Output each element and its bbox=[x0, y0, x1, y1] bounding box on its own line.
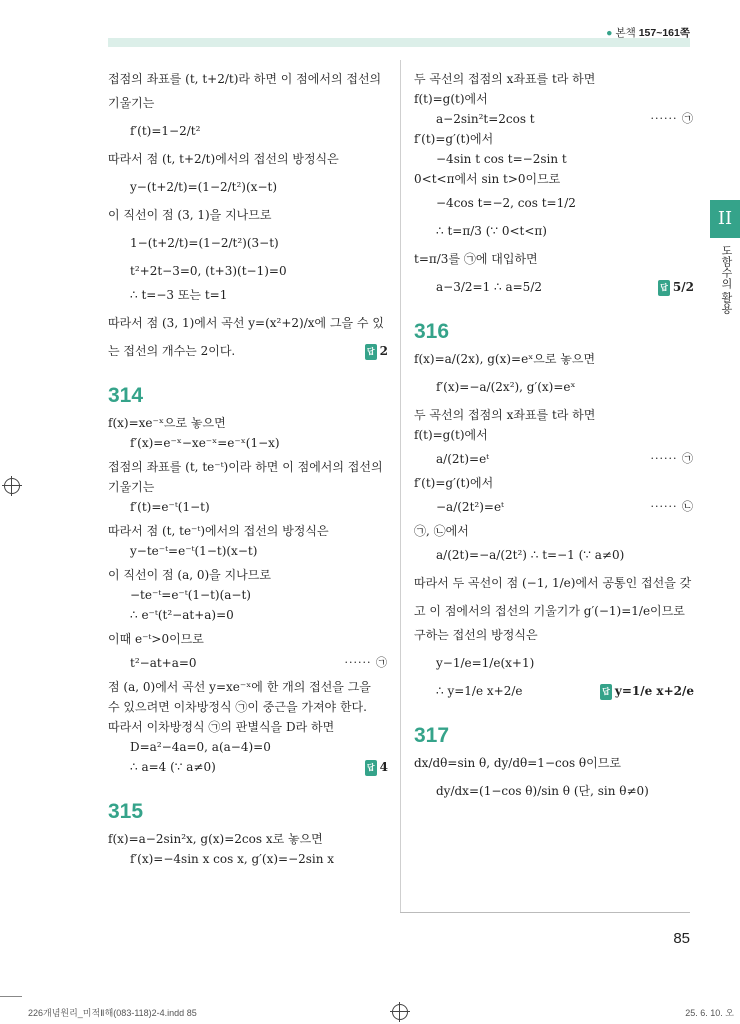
equation-line bbox=[108, 656, 388, 670]
footer-file: 226개념원리_미적Ⅱ해(083-118)2-4.indd 85 bbox=[28, 1008, 197, 1018]
answer-line bbox=[108, 344, 388, 358]
answer-tag: 답 bbox=[365, 344, 377, 360]
solution-line: f′(t)=g′(t)에서 bbox=[414, 476, 494, 490]
answer-badge bbox=[365, 760, 388, 776]
answer-badge bbox=[658, 280, 694, 296]
equation-marker: ······ ㉠ bbox=[344, 656, 388, 669]
answer-badge bbox=[600, 684, 694, 700]
solution-text: t²−at+a=0 bbox=[130, 656, 197, 670]
solution-line: f′(t)=e⁻ᵗ(1−t) bbox=[130, 500, 210, 514]
solution-line: y−te⁻ᵗ=e⁻ᵗ(1−t)(x−t) bbox=[130, 544, 258, 558]
chapter-label: 도함수의 활용 bbox=[720, 245, 732, 315]
answer-value: 5/2 bbox=[672, 280, 694, 294]
problem-number: 315 bbox=[108, 800, 144, 823]
answer-line bbox=[414, 684, 694, 698]
solution-line: D=a²−4a=0, a(a−4)=0 bbox=[130, 740, 271, 754]
column-divider bbox=[400, 60, 401, 912]
solution-line: f′(x)=−a/(2x²), g′(x)=eˣ bbox=[436, 380, 576, 394]
page-reference bbox=[606, 25, 690, 40]
solution-line: t²+2t−3=0, (t+3)(t−1)=0 bbox=[130, 264, 287, 278]
answer-tag: 답 bbox=[658, 280, 670, 296]
bottom-rule bbox=[400, 912, 690, 913]
registration-mark-icon bbox=[392, 1004, 408, 1020]
solution-line: 1−(t+2/t)=(1−2/t²)(3−t) bbox=[130, 236, 279, 250]
solution-line: ∴ t=−3 또는 t=1 bbox=[130, 288, 228, 302]
solution-line: y−(t+2/t)=(1−2/t²)(x−t) bbox=[130, 180, 277, 194]
solution-text: a−2sin²t=2cos t bbox=[436, 112, 535, 126]
solution-line: f(x)=xe⁻ˣ으로 놓으면 bbox=[108, 416, 226, 430]
equation-marker: ······ ㉠ bbox=[650, 112, 694, 125]
solution-line: f(t)=g(t)에서 bbox=[414, 428, 488, 442]
solution-line: a/(2t)=−a/(2t²) ∴ t=−1 (∵ a≠0) bbox=[436, 548, 625, 562]
answer-tag: 답 bbox=[600, 684, 612, 700]
solution-line: ∴ e⁻ᵗ(t²−at+a)=0 bbox=[130, 608, 234, 622]
solution-text: a/(2t)=eᵗ bbox=[436, 452, 490, 466]
solution-line: y−1/e=1/e(x+1) bbox=[436, 656, 535, 670]
chapter-tab: II bbox=[710, 200, 740, 238]
page-number: 85 bbox=[673, 930, 690, 947]
registration-mark-icon bbox=[4, 478, 20, 494]
crop-line bbox=[0, 996, 22, 997]
right-column bbox=[414, 72, 694, 798]
solution-line: f′(x)=e⁻ˣ−xe⁻ˣ=e⁻ˣ(1−x) bbox=[130, 436, 280, 450]
answer-badge bbox=[365, 344, 388, 360]
solution-line: −4cos t=−2, cos t=1/2 bbox=[436, 196, 576, 210]
solution-line: f(x)=a/(2x), g(x)=eˣ으로 놓으면 bbox=[414, 352, 596, 366]
solution-line: f′(x)=−4sin x cos x, g′(x)=−2sin x bbox=[130, 852, 335, 866]
equation-line bbox=[414, 112, 694, 126]
solution-line: 따라서 이차방정식 ㉠의 판별식을 D라 하면 bbox=[108, 720, 335, 734]
left-column bbox=[108, 72, 388, 866]
solution-line: −te⁻ᵗ=e⁻ᵗ(1−t)(a−t) bbox=[130, 588, 251, 602]
solution-line: f′(t)=g′(t)에서 bbox=[414, 132, 494, 146]
problem-number: 317 bbox=[414, 724, 450, 747]
solution-line: 두 곡선의 접점의 x좌표를 t라 하면 bbox=[414, 72, 596, 86]
equation-marker: ······ ㉠ bbox=[650, 452, 694, 465]
equation-marker: ······ ㉡ bbox=[650, 500, 694, 513]
page-reference-label: 본책 bbox=[615, 27, 636, 39]
solution-line: 이 직선이 점 (a, 0)을 지나므로 bbox=[108, 568, 271, 582]
problem-number: 314 bbox=[108, 384, 144, 407]
solution-line: ∴ t=π/3 (∵ 0<t<π) bbox=[436, 224, 547, 238]
solution-line: 따라서 두 곡선이 점 (−1, 1/e)에서 공통인 접선을 갖 bbox=[414, 576, 692, 590]
solution-line: dx/dθ=sin θ, dy/dθ=1−cos θ이므로 bbox=[414, 756, 621, 770]
solution-line: 구하는 접선의 방정식은 bbox=[414, 628, 538, 642]
solution-line: t=π/3를 ㉠에 대입하면 bbox=[414, 252, 538, 266]
solution-line: f(t)=g(t)에서 bbox=[414, 92, 488, 106]
solution-line: 수 있으려면 이차방정식 ㉠이 중근을 가져야 한다. bbox=[108, 700, 367, 714]
answer-tag: 답 bbox=[365, 760, 377, 776]
solution-line: 따라서 점 (3, 1)에서 곡선 y=(x²+2)/x에 그을 수 있 bbox=[108, 316, 384, 330]
footer-date: 25. 6. 10. 오 bbox=[685, 1008, 734, 1018]
solution-line: 접점의 좌표를 (t, te⁻ᵗ)이라 하면 이 점에서의 접선의 bbox=[108, 460, 383, 474]
equation-line bbox=[414, 500, 694, 514]
solution-line: 고 이 점에서의 접선의 기울기가 g′(−1)=1/e이므로 bbox=[414, 604, 685, 618]
answer-value: 2 bbox=[379, 344, 388, 358]
solution-line: 점 (a, 0)에서 곡선 y=xe⁻ˣ에 한 개의 접선을 그을 bbox=[108, 680, 371, 694]
equation-line bbox=[414, 452, 694, 466]
header-bar bbox=[108, 38, 690, 47]
solution-line: f(x)=a−2sin²x, g(x)=2cos x로 놓으면 bbox=[108, 832, 323, 846]
solution-line: 이때 e⁻ᵗ>0이므로 bbox=[108, 632, 204, 646]
answer-line bbox=[108, 760, 388, 774]
solution-line: 접점의 좌표를 (t, t+2/t)라 하면 이 점에서의 접선의 bbox=[108, 72, 382, 86]
solution-text: a−3/2=1 ∴ a=5/2 bbox=[436, 280, 542, 294]
solution-line: ㉠, ㉡에서 bbox=[414, 524, 469, 538]
solution-text: ∴ y=1/e x+2/e bbox=[436, 684, 523, 698]
bullet-icon: ● bbox=[606, 27, 613, 39]
solution-line: dy/dx=(1−cos θ)/sin θ (단, sin θ≠0) bbox=[436, 784, 649, 798]
page-reference-range: 157~161쪽 bbox=[638, 27, 690, 39]
solution-line: 기울기는 bbox=[108, 96, 155, 110]
solution-line: 0<t<π에서 sin t>0이므로 bbox=[414, 172, 561, 186]
solution-line: 따라서 점 (t, t+2/t)에서의 접선의 방정식은 bbox=[108, 152, 339, 166]
solution-line: −4sin t cos t=−2sin t bbox=[436, 152, 567, 166]
solution-line: 이 직선이 점 (3, 1)을 지나므로 bbox=[108, 208, 272, 222]
solution-text: ∴ a=4 (∵ a≠0) bbox=[130, 760, 216, 774]
answer-line bbox=[414, 280, 694, 294]
solution-line: 두 곡선의 접점의 x좌표를 t라 하면 bbox=[414, 408, 596, 422]
answer-value: 4 bbox=[379, 760, 388, 774]
solution-line: f′(t)=1−2/t² bbox=[130, 124, 201, 138]
solution-line: 따라서 점 (t, te⁻ᵗ)에서의 접선의 방정식은 bbox=[108, 524, 329, 538]
answer-value: y=1/e x+2/e bbox=[614, 684, 694, 698]
solution-line: 기울기는 bbox=[108, 480, 155, 494]
problem-number: 316 bbox=[414, 320, 450, 343]
solution-text: −a/(2t²)=eᵗ bbox=[436, 500, 504, 514]
solution-text: 는 접선의 개수는 2이다. bbox=[108, 344, 236, 358]
